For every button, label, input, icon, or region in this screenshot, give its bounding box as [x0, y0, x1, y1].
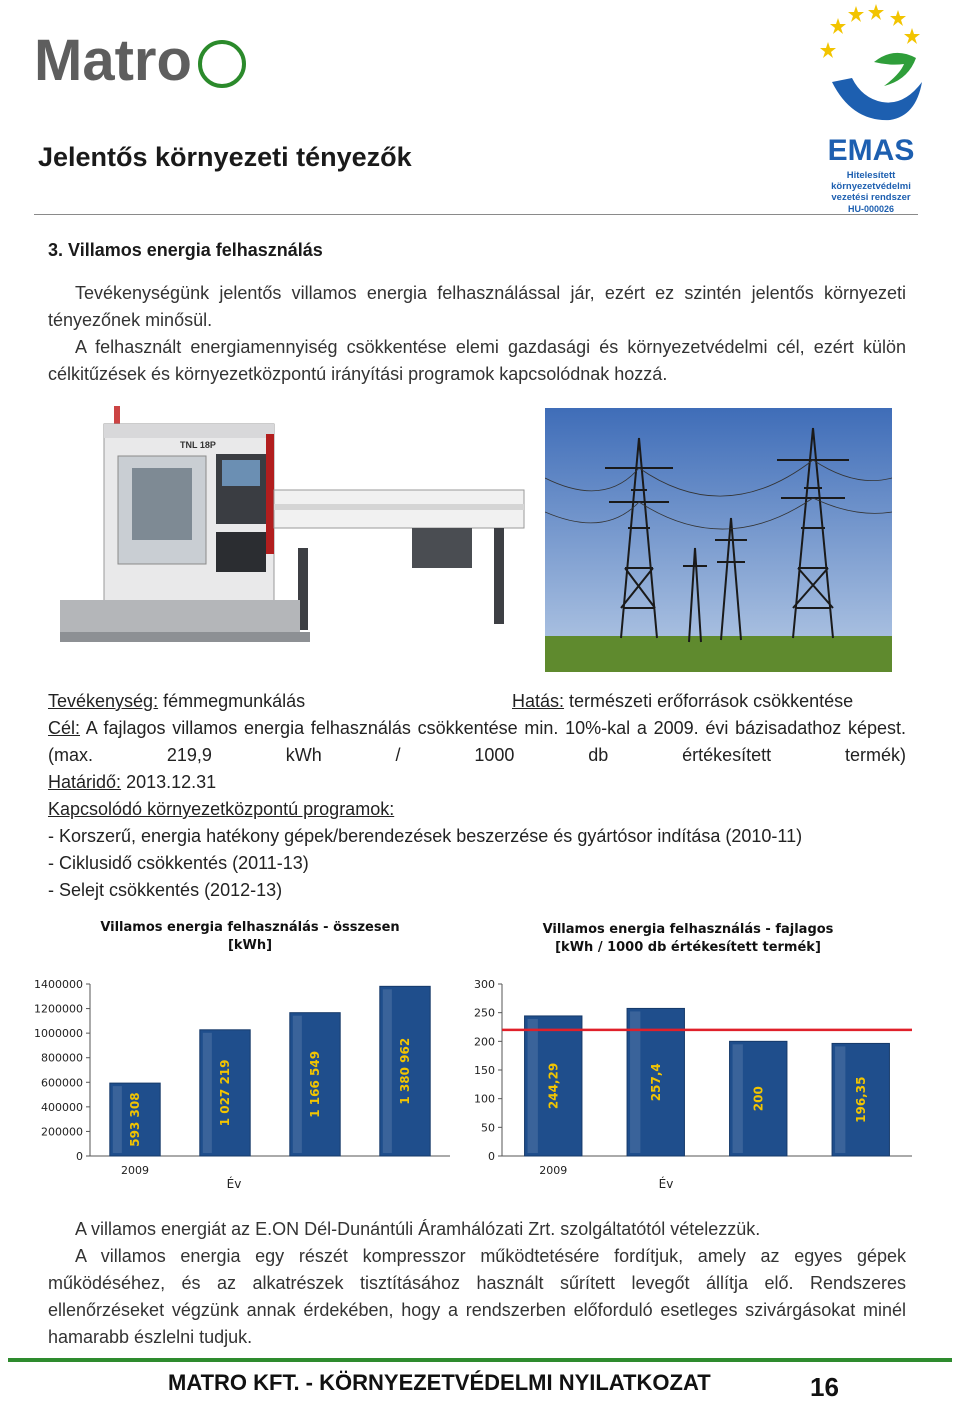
goal-value: A fajlagos villamos energia felhasználás csökkentése min. 10%-kal a 2009. évi bázisadathoz képest. (max. 219,9 kWh / 1000 db értékesített termék): [48, 718, 907, 765]
emas-code: HU-000026: [847, 204, 895, 214]
x-axis-label: Év: [226, 1177, 242, 1191]
section-heading: 3. Villamos energia felhasználás: [48, 240, 323, 260]
program-item: - Selejt csökkentés (2012-13): [48, 880, 283, 900]
outro-paragraph-1: A villamos energiát az E.ON Dél-Dunántúli Áramhálózati Zrt. szolgáltatótól vételezzük.: [75, 1219, 761, 1239]
emas-leaf-icon: [874, 53, 916, 86]
matro-logo: [32, 26, 252, 94]
y-tick-label: 200: [474, 1035, 495, 1049]
chart-total-consumption: [20, 962, 460, 1198]
bar-highlight: [203, 1033, 212, 1153]
deadline-row: [48, 769, 906, 796]
logo-ring: [200, 42, 244, 86]
bar-highlight: [293, 1016, 302, 1153]
emas-name: EMAS: [827, 134, 915, 167]
bar-value-label: 1 380 962: [398, 1037, 412, 1105]
eu-stars-icon: [820, 4, 920, 58]
bar-value-label: 1 166 549: [308, 1050, 322, 1118]
bar-value-label: 1 027 219: [218, 1059, 232, 1127]
y-tick-label: 400000: [41, 1100, 83, 1114]
logo-text: Matro: [34, 28, 192, 93]
outro-paragraph-2: A villamos energia egy részét kompresszor működtetésére fordítjuk, amely az egyes gépek működéséhez, és az alkatrészek tisztításához használt sűrített levegőt állítja elő. Rendszeres ellenőrzéseket végzünk annak érdekében, hogy a rendszerben előforduló esetleges szivárgásokat minél hamarabb észlelni tudjuk.: [48, 1246, 906, 1347]
intro-paragraph-1: Tevékenységünk jelentős villamos energia felhasználással jár, ezért ez szintén jelentős környezeti tényezőnek minősül.: [48, 283, 906, 330]
y-tick-label: 800000: [41, 1051, 83, 1065]
bar-highlight: [733, 1044, 743, 1153]
activity-label: Tevékenység:: [48, 691, 159, 711]
title-divider: [34, 214, 918, 215]
bar-value-label: 257,4: [648, 1063, 663, 1102]
bar-highlight: [835, 1046, 845, 1153]
activity-value: fémmegmunkálás: [163, 691, 306, 711]
chart1-subtitle: [kWh]: [227, 938, 273, 953]
y-tick-label: 0: [76, 1150, 83, 1163]
intro-paragraph-2: A felhasznált energiamennyiség csökkentése elemi gazdasági és környezetvédelmi cél, ezért külön célkitűzések és környezetközpontú irányítási programok kapcsolódnak hozzá.: [48, 337, 906, 384]
emas-badge: [812, 2, 930, 214]
y-tick-label: 300: [474, 978, 495, 991]
bar-value-label: 244,29: [546, 1062, 561, 1110]
impact-label: Hatás:: [512, 691, 565, 711]
y-tick-label: 1000000: [34, 1027, 83, 1041]
program-item: - Korszerű, energia hatékony gépek/berendezések beszerzése és gyártósor indítása (2010-11): [48, 826, 803, 846]
footer-text: MATRO KFT. - KÖRNYEZETVÉDELMI NYILATKOZAT: [168, 1370, 711, 1395]
programs-label: Kapcsolódó környezetközpontú programok:: [48, 799, 395, 819]
bar-highlight: [383, 989, 392, 1153]
page-number: 16: [810, 1372, 839, 1402]
footer-divider: [8, 1358, 952, 1362]
bar-highlight: [630, 1011, 640, 1153]
machine-label: TNL 18P: [180, 440, 216, 450]
emas-line2: környezetvédelmi: [831, 181, 911, 192]
program-item: - Ciklusidő csökkentés (2011-13): [48, 853, 309, 873]
y-tick-label: 1400000: [34, 978, 83, 991]
y-tick-label: 50: [481, 1121, 495, 1135]
bar-value-label: 196,35: [853, 1076, 868, 1123]
goal-label: Cél:: [48, 718, 81, 738]
deadline-value: 2013.12.31: [126, 772, 217, 792]
chart2-title: Villamos energia felhasználás - fajlagos: [542, 922, 834, 937]
y-tick-label: 600000: [41, 1076, 83, 1090]
bar-value-label: 200: [751, 1086, 766, 1112]
chart2-subtitle: [kWh / 1000 db értékesített termék]: [555, 940, 821, 955]
bar-highlight: [528, 1019, 538, 1153]
chart-specific-consumption: [462, 962, 922, 1198]
emas-line1: Hitelesített: [846, 170, 896, 181]
bar-value-label: 593 308: [128, 1092, 142, 1147]
y-tick-label: 1200000: [34, 1002, 83, 1016]
page-title: Jelentős környezeti tényezők: [38, 142, 412, 172]
y-tick-label: 0: [488, 1150, 495, 1163]
chart1-title: Villamos energia felhasználás - összesen: [100, 920, 400, 935]
impact-row: [512, 688, 853, 715]
bar-highlight: [113, 1086, 122, 1153]
emas-wave-icon: [832, 78, 922, 120]
impact-value: természeti erőforrások csökkentése: [569, 691, 854, 711]
x-axis-label: Év: [658, 1177, 674, 1191]
x-tick-label: 2009: [121, 1164, 149, 1177]
emas-line3: vezetési rendszer: [831, 192, 911, 203]
y-tick-label: 100: [474, 1092, 495, 1106]
deadline-label: Határidő:: [48, 772, 122, 792]
x-tick-label: 2009: [539, 1164, 568, 1177]
y-tick-label: 250: [474, 1006, 495, 1020]
y-tick-label: 150: [474, 1064, 495, 1077]
power-lines-photo: [545, 408, 892, 672]
y-tick-label: 200000: [41, 1125, 83, 1139]
goal-row: [48, 715, 906, 769]
cnc-machine-photo: [40, 404, 530, 666]
